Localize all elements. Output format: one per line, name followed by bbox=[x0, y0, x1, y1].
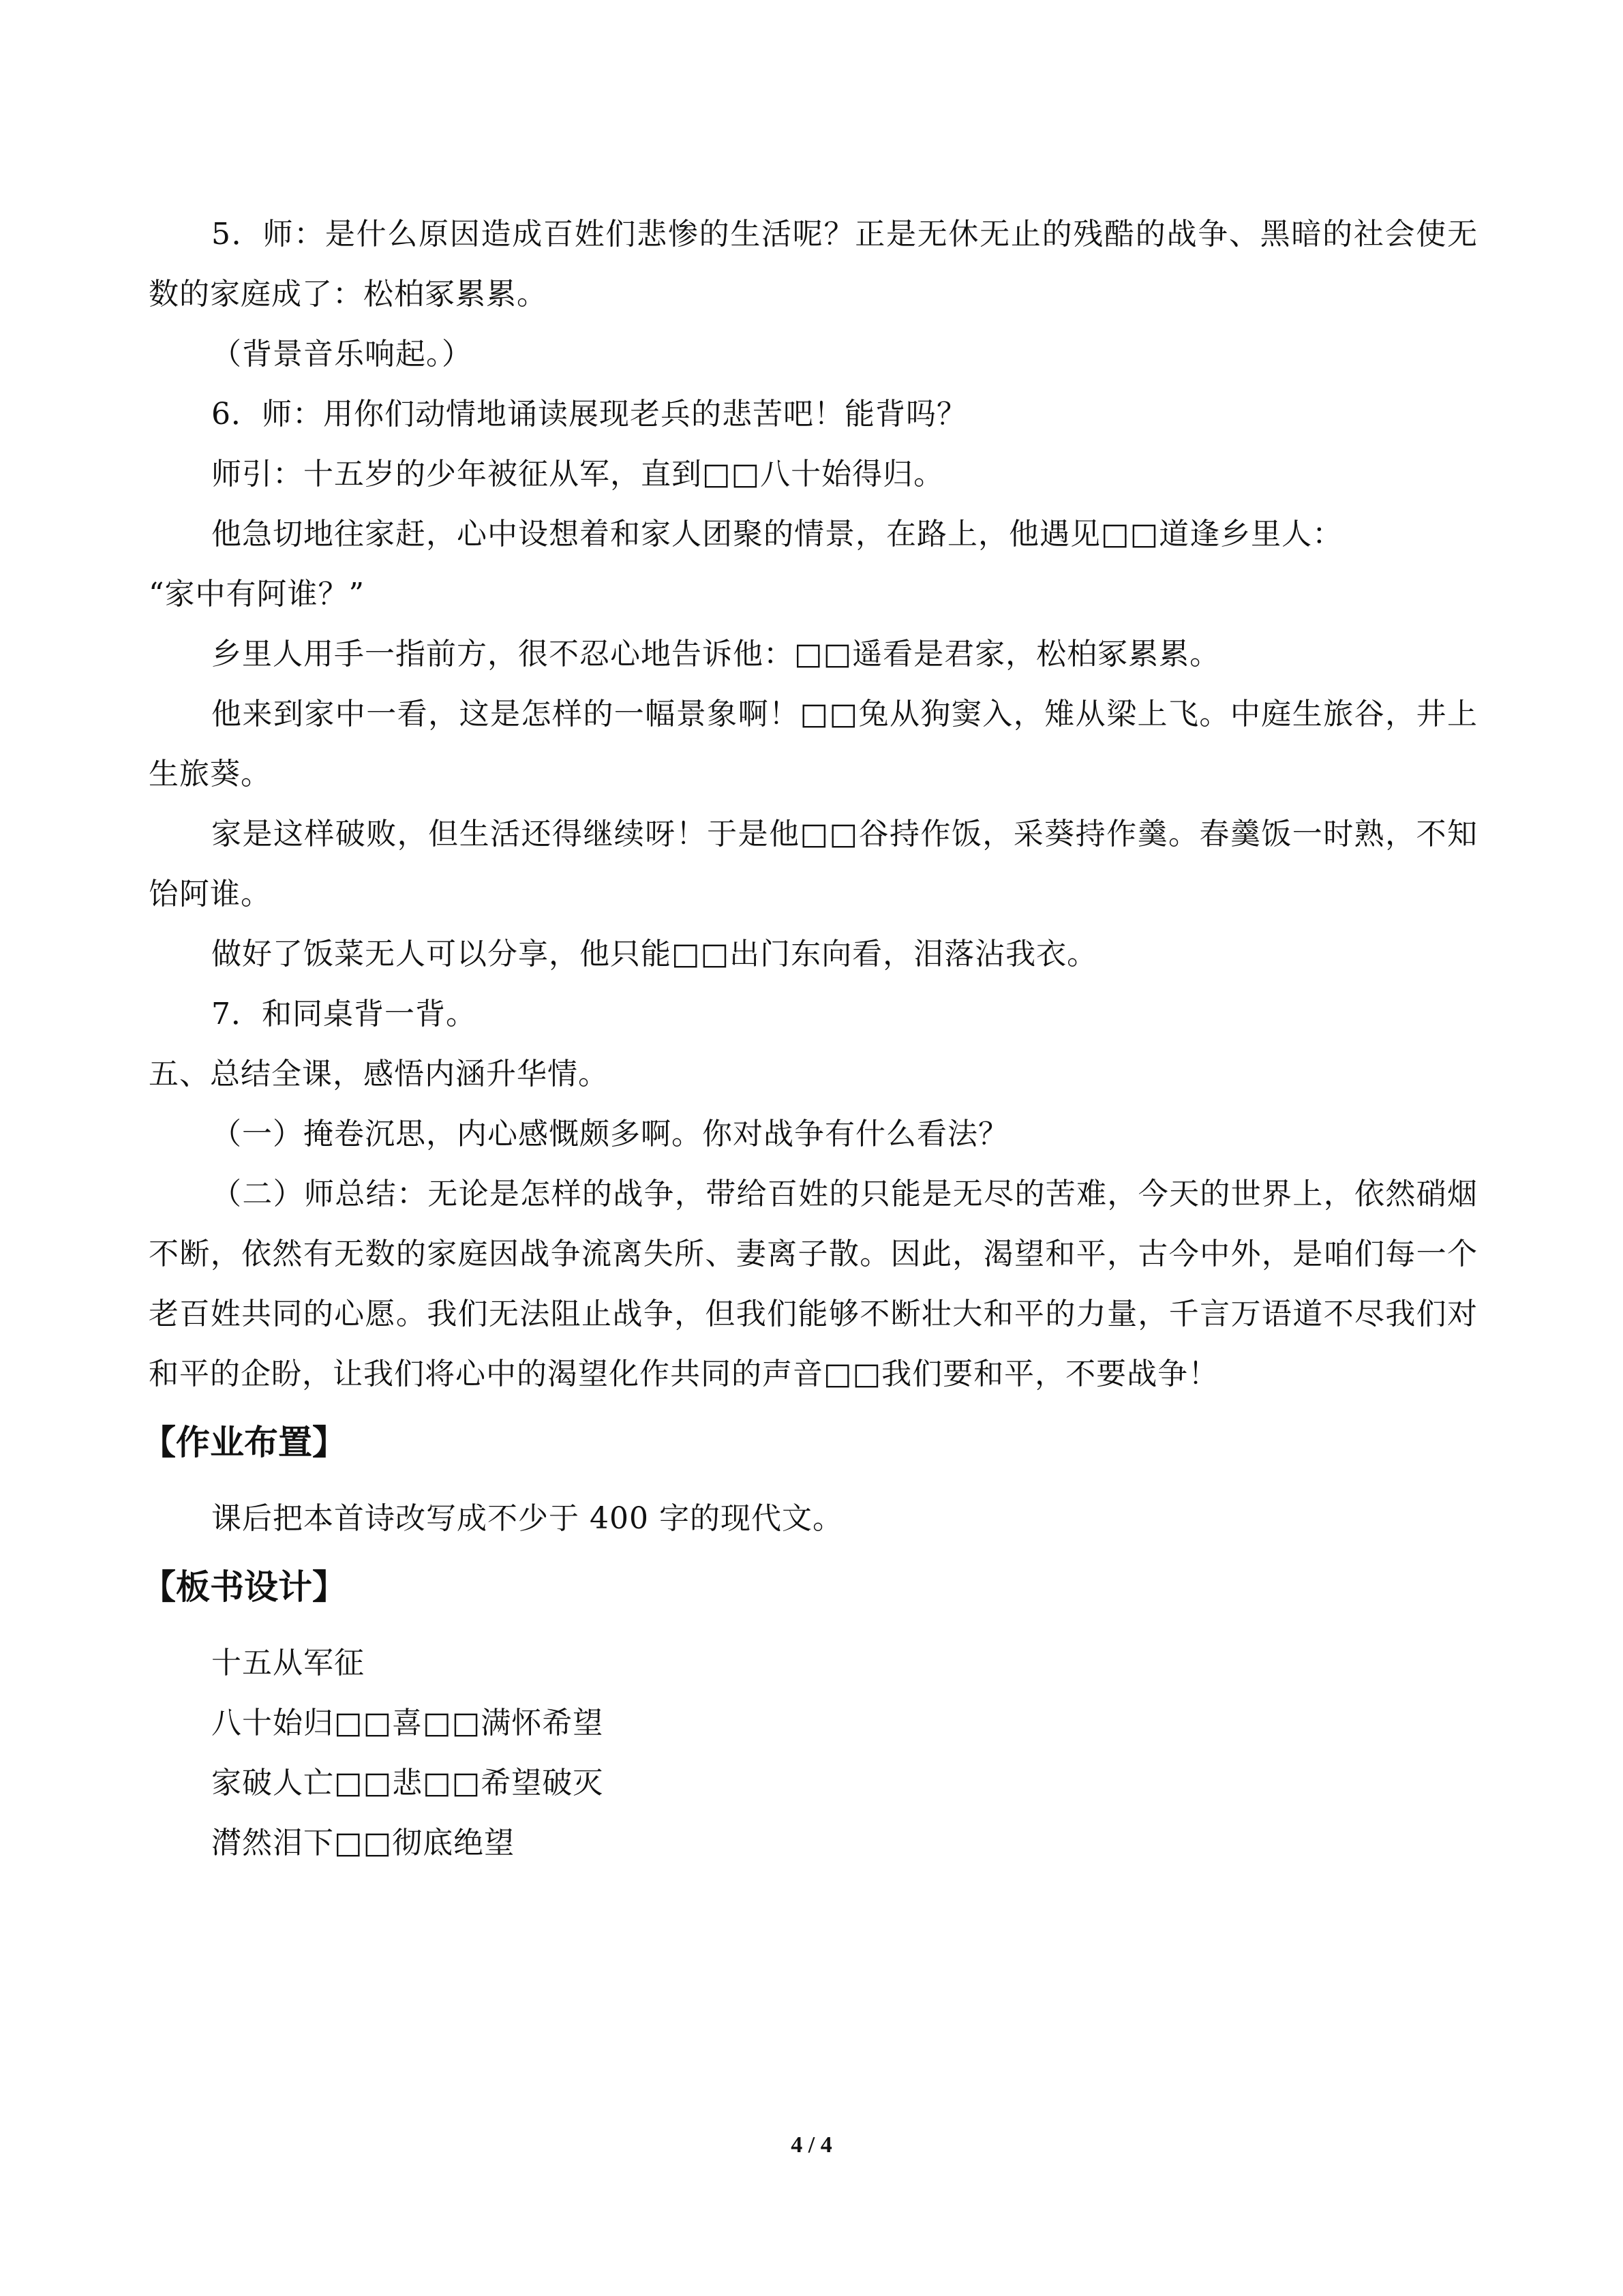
board-design-heading: 【板书设计】 bbox=[142, 1567, 346, 1607]
paragraph-quote-family: “家中有阿谁？” bbox=[149, 577, 365, 611]
paragraph-teacher-summary: （二）师总结：无论是怎样的战争，带给百姓的只能是无尽的苦难，今天的世界上，依然硝烟不断，依然有无数的家庭因战争流离失所、妻离子散。因此，渴望和平，古今中外，是咱们每一个老百姓共同的心愿。我们无法阻止战争，但我们能够不断壮大和平的力量，千言万语道不尽我们对和平的企盼，让我们将心中的渴望化作共同的声音□□我们要和平，不要战争！ bbox=[149, 1177, 1478, 1391]
paragraph-background-music: （背景音乐响起。） bbox=[211, 337, 472, 372]
paragraph-scene-at-home: 他来到家中一看，这是怎样的一幅景象啊！□□兔从狗窦入，雉从梁上飞。中庭生旅谷，井上生旅葵。 bbox=[149, 697, 1478, 791]
paragraph-recite-with-deskmate: 7．和同桌背一背。 bbox=[211, 997, 476, 1031]
paragraph-tears: 做好了饭菜无人可以分享，他只能□□出门东向看，泪落沾我衣。 bbox=[211, 937, 1098, 971]
document-page bbox=[142, 205, 1478, 1873]
page-number: 4 / 4 bbox=[791, 2132, 832, 2158]
board-line: 八十始归□□喜□□满怀希望 bbox=[211, 1706, 604, 1740]
homework-heading: 【作业布置】 bbox=[142, 1423, 346, 1462]
section-heading-summary: 五、总结全课，感悟内涵升华情。 bbox=[149, 1057, 609, 1091]
paragraph-reflection: （一）掩卷沉思，内心感慨颇多啊。你对战争有什么看法？ bbox=[211, 1117, 1009, 1151]
paragraph-villager-points: 乡里人用手一指前方，很不忍心地告诉他：□□遥看是君家，松柏冢累累。 bbox=[211, 637, 1221, 671]
paragraph-cooking: 家是这样破败，但生活还得继续呀！于是他□□谷持作饭，采葵持作羹。春羹饭一时熟，不知饴阿谁。 bbox=[149, 817, 1478, 911]
board-line: 十五从军征 bbox=[211, 1646, 365, 1680]
paragraph-teacher-question-6: 6．师：用你们动情地诵读展现老兵的悲苦吧！能背吗？ bbox=[211, 397, 967, 432]
paragraph-teacher-question-5: 5．师：是什么原因造成百姓们悲惨的生活呢？正是无休无止的残酷的战争、黑暗的社会使无数的家庭成了：松柏冢累累。 bbox=[149, 217, 1478, 312]
board-design-lines bbox=[149, 1633, 1478, 1873]
paragraph-teacher-lead: 师引：十五岁的少年被征从军，直到□□八十始得归。 bbox=[211, 457, 945, 492]
board-line: 潸然泪下□□彻底绝望 bbox=[211, 1826, 515, 1860]
homework-text: 课后把本首诗改写成不少于 400 字的现代文。 bbox=[211, 1501, 843, 1536]
board-line: 家破人亡□□悲□□希望破灭 bbox=[211, 1766, 604, 1800]
paragraph-on-the-road: 他急切地往家赶，心中设想着和家人团聚的情景，在路上，他遇见□□道逢乡里人： bbox=[211, 517, 1344, 552]
